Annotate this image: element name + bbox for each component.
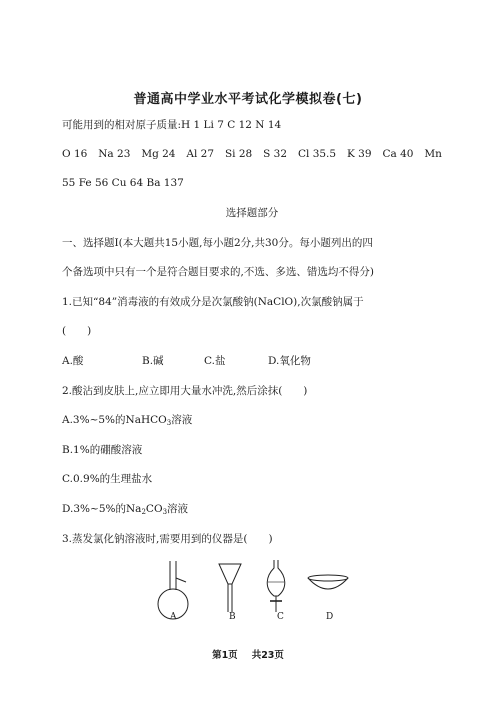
section-title: 选择题部分 — [225, 207, 279, 219]
subscript: 2 — [141, 508, 146, 516]
funnel-icon — [219, 564, 241, 612]
subscript: 3 — [166, 419, 172, 427]
option-text: 溶液 — [171, 414, 193, 426]
page-footer — [0, 647, 496, 661]
atomic-mass-item: Si 28 — [224, 148, 253, 160]
atomic-mass-item: Mn — [424, 148, 442, 160]
question-1-options — [62, 354, 442, 368]
option-b: B.碱 — [142, 355, 164, 367]
evaporating-dish-icon — [308, 575, 348, 589]
option-c: C.盐 — [204, 355, 226, 367]
atomic-mass-item: O 16 — [62, 148, 88, 160]
question-1-stem: 1.已知“84”消毒液的有效成分是次氯酸钠(NaClO),次氯酸钠属于 — [62, 296, 364, 308]
atomic-mass-item: Al 27 — [186, 148, 215, 160]
question-2-option-a — [62, 413, 442, 427]
atomic-masses-line-3: 55 Fe 56 Cu 64 Ba 137 — [62, 177, 184, 189]
page-total: 共23页 — [251, 650, 284, 661]
exam-title: 普通高中学业水平考试化学模拟卷(七) — [133, 92, 363, 107]
question-1-answer-paren: ( ) — [62, 325, 92, 337]
page-number: 第1页 — [212, 650, 238, 661]
atomic-masses-line-2 — [62, 147, 442, 161]
option-text: 溶液 — [167, 503, 189, 515]
apparatus-label-a: A — [170, 612, 177, 622]
option-d: D.氧化物 — [268, 355, 311, 367]
atomic-masses-line-1: 可能用到的相对原子质量:H 1 Li 7 C 12 N 14 — [62, 119, 282, 131]
option-a: A.酸 — [62, 355, 84, 367]
atomic-mass-item: K 39 — [347, 148, 372, 160]
option-text: CO — [145, 503, 163, 515]
question-2-option-c: C.0.9%的生理盐水 — [62, 473, 153, 485]
atomic-mass-item: Na 23 — [98, 148, 131, 160]
apparatus-label-b: B — [229, 612, 236, 622]
atomic-mass-item: S 32 — [263, 148, 288, 160]
part-one-instructions-line-2: 个备选项中只有一个是符合题目要求的,不选、多选、错选均不得分) — [62, 266, 374, 278]
atomic-mass-item: Ca 40 — [382, 148, 414, 160]
subscript: 3 — [162, 508, 168, 516]
question-2-stem: 2.酸沾到皮肤上,应立即用大量水冲洗,然后涂抹( ) — [62, 385, 308, 397]
part-one-instructions-line-1: 一、选择题Ⅰ(本大题共15小题,每小题2分,共30分。每小题列出的四 — [62, 237, 373, 249]
round-bottom-flask-icon — [158, 561, 188, 619]
atomic-mass-item: Mg 24 — [141, 148, 176, 160]
apparatus-label-c: C — [277, 612, 284, 622]
atomic-mass-item: Cl 35.5 — [297, 148, 337, 160]
option-text: D.3%~5%的Na — [62, 503, 142, 515]
apparatus-label-d: D — [326, 612, 334, 622]
question-3-stem: 3.蒸发氯化钠溶液时,需要用到的仪器是( ) — [62, 533, 273, 545]
separatory-funnel-icon — [267, 560, 285, 612]
option-text: A.3%~5%的NaHCO — [62, 414, 167, 426]
apparatus-figure — [148, 556, 368, 630]
question-2-option-b: B.1%的硼酸溶液 — [62, 444, 143, 456]
question-2-option-d — [62, 502, 442, 516]
